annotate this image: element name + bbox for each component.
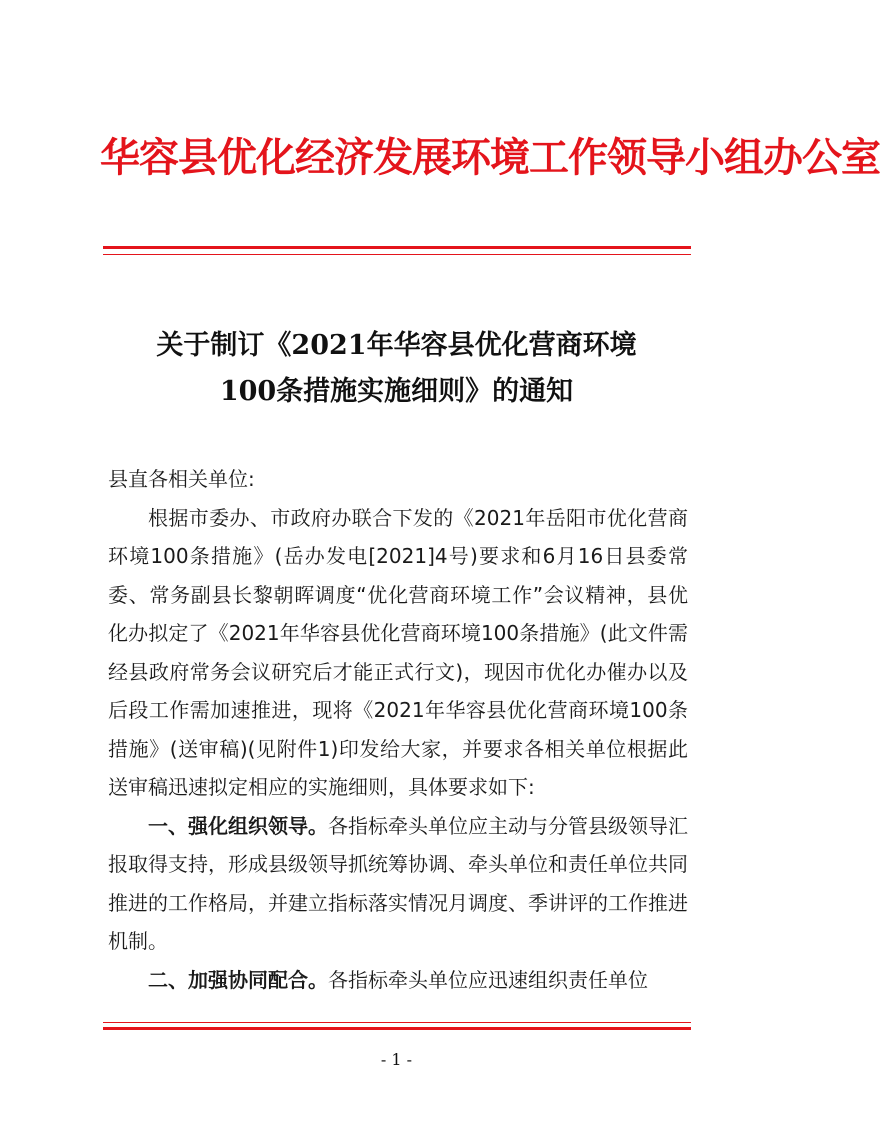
letterhead-rule-thick xyxy=(103,246,691,249)
salutation: 县直各相关单位: xyxy=(108,467,255,491)
section-2-heading: 二、加强协同配合。 xyxy=(148,967,328,992)
document-title-line-2: 100条措施实施细则》的通知 xyxy=(219,376,574,407)
section-1-text: 各指标牵头单位应主动与分管县级领导汇报取得支持，形成县级领导抓统筹协调、牵头单位和责任单位共同推进的工作格局，并建立指标落实情况月调度、季讲评的工作推进机制。 xyxy=(108,813,688,953)
document-title-line-1: 关于制订《2021年华容县优化营商环境 xyxy=(156,330,637,361)
letterhead-rule-thin xyxy=(103,254,691,255)
footer-rule-thin xyxy=(103,1022,691,1023)
section-2-text: 各指标牵头单位应迅速组织责任单位 xyxy=(328,967,648,992)
footer-rule-thick xyxy=(103,1027,691,1030)
section-1 xyxy=(108,807,688,961)
section-1-heading: 一、强化组织领导。 xyxy=(148,813,328,838)
section-2 xyxy=(108,961,688,1000)
page-number: - 1 - xyxy=(380,1050,413,1069)
document-body xyxy=(108,460,688,999)
letterhead-org-name: 华容县优化经济发展环境工作领导小组办公室 xyxy=(100,134,880,181)
body-paragraph: 根据市委办、市政府办联合下发的《2021年岳阳市优化营商环境100条措施》(岳办发电[2021]4号)要求和6月16日县委常委、常务副县长黎朝晖调度“优化营商环境工作”会议精神，县优化办拟定了《2021年华容县优化营商环境100条措施》(此文件需经县政府常务会议研究后才能正式行文)，现因市优化办催办以及后段工作需加速推进，现将《2021年华容县优化营商环境100条措施》(送审稿)(见附件1)印发给大家，并要求各相关单位根据此送审稿迅速拟定相应的实施细则，具体要求如下: xyxy=(108,505,688,799)
